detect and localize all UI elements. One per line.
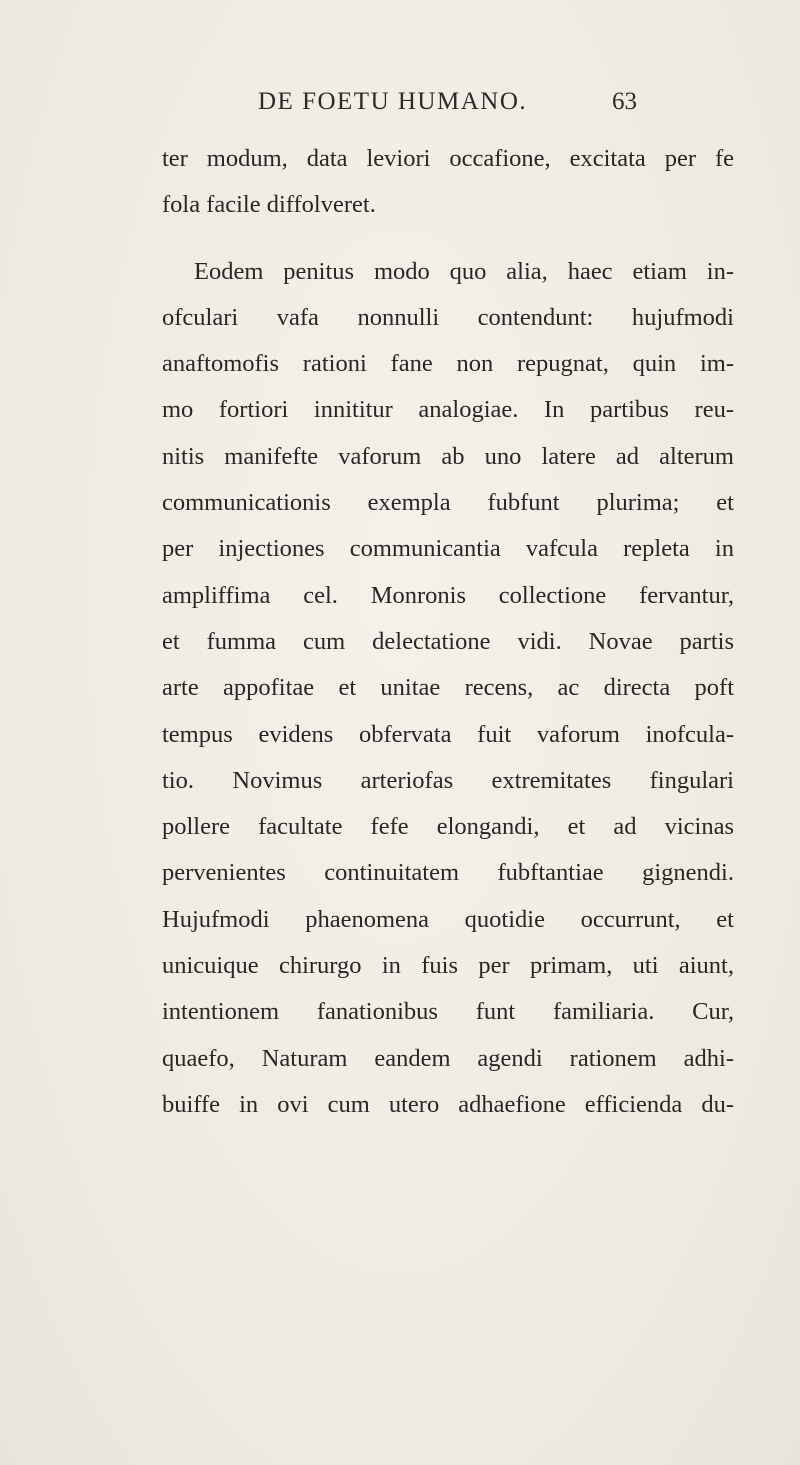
text-line: nitis manifefte vaforum ab uno latere ad alterum xyxy=(162,442,734,470)
text-line: arte appofitae et unitae recens, ac directa poft xyxy=(162,674,734,702)
text-line: mo fortiori innititur analogiae. In partibus reu- xyxy=(162,396,734,424)
text-line: unicuique chirurgo in fuis per primam, uti aiunt, xyxy=(162,952,734,980)
text-line: Eodem penitus modo quo alia, haec etiam in- xyxy=(194,257,734,285)
text-line: intentionem fanationibus funt familiaria. Cur, xyxy=(162,998,734,1026)
text-line: buiffe in ovi cum utero adhaefione efficienda du- xyxy=(162,1090,734,1118)
body-text xyxy=(162,136,734,1128)
text-line: per injectiones communicantia vafcula repleta in xyxy=(162,535,734,563)
running-title: DE FOETU HUMANO. xyxy=(258,88,528,115)
text-line: ter modum, data leviori occafione, excitata per fe xyxy=(162,145,734,172)
text-line: ofculari vafa nonnulli contendunt: hujufmodi xyxy=(162,303,734,331)
text-line: Hujufmodi phaenomena quotidie occurrunt, et xyxy=(162,905,734,933)
page-header xyxy=(0,88,800,118)
text-line: pollere facultate fefe elongandi, et ad vicinas xyxy=(162,813,734,841)
text-line: et fumma cum delectatione vidi. Novae partis xyxy=(162,627,734,655)
text-line: pervenientes continuitatem fubftantiae gignendi. xyxy=(162,859,734,887)
text-line: quaefo, Naturam eandem agendi rationem adhi- xyxy=(162,1044,734,1072)
text-line: tempus evidens obfervata fuit vaforum inofcula- xyxy=(162,720,734,748)
text-line: fola facile diffolveret. xyxy=(162,191,376,219)
page-number: 63 xyxy=(612,88,637,115)
text-line: communicationis exempla fubfunt plurima; et xyxy=(162,489,734,517)
paragraph-break xyxy=(162,229,734,249)
text-line: anaftomofis rationi fane non repugnat, quin im- xyxy=(162,350,734,378)
text-line: tio. Novimus arteriofas extremitates fingulari xyxy=(162,766,734,794)
text-line: ampliffima cel. Monronis collectione fervantur, xyxy=(162,581,734,609)
